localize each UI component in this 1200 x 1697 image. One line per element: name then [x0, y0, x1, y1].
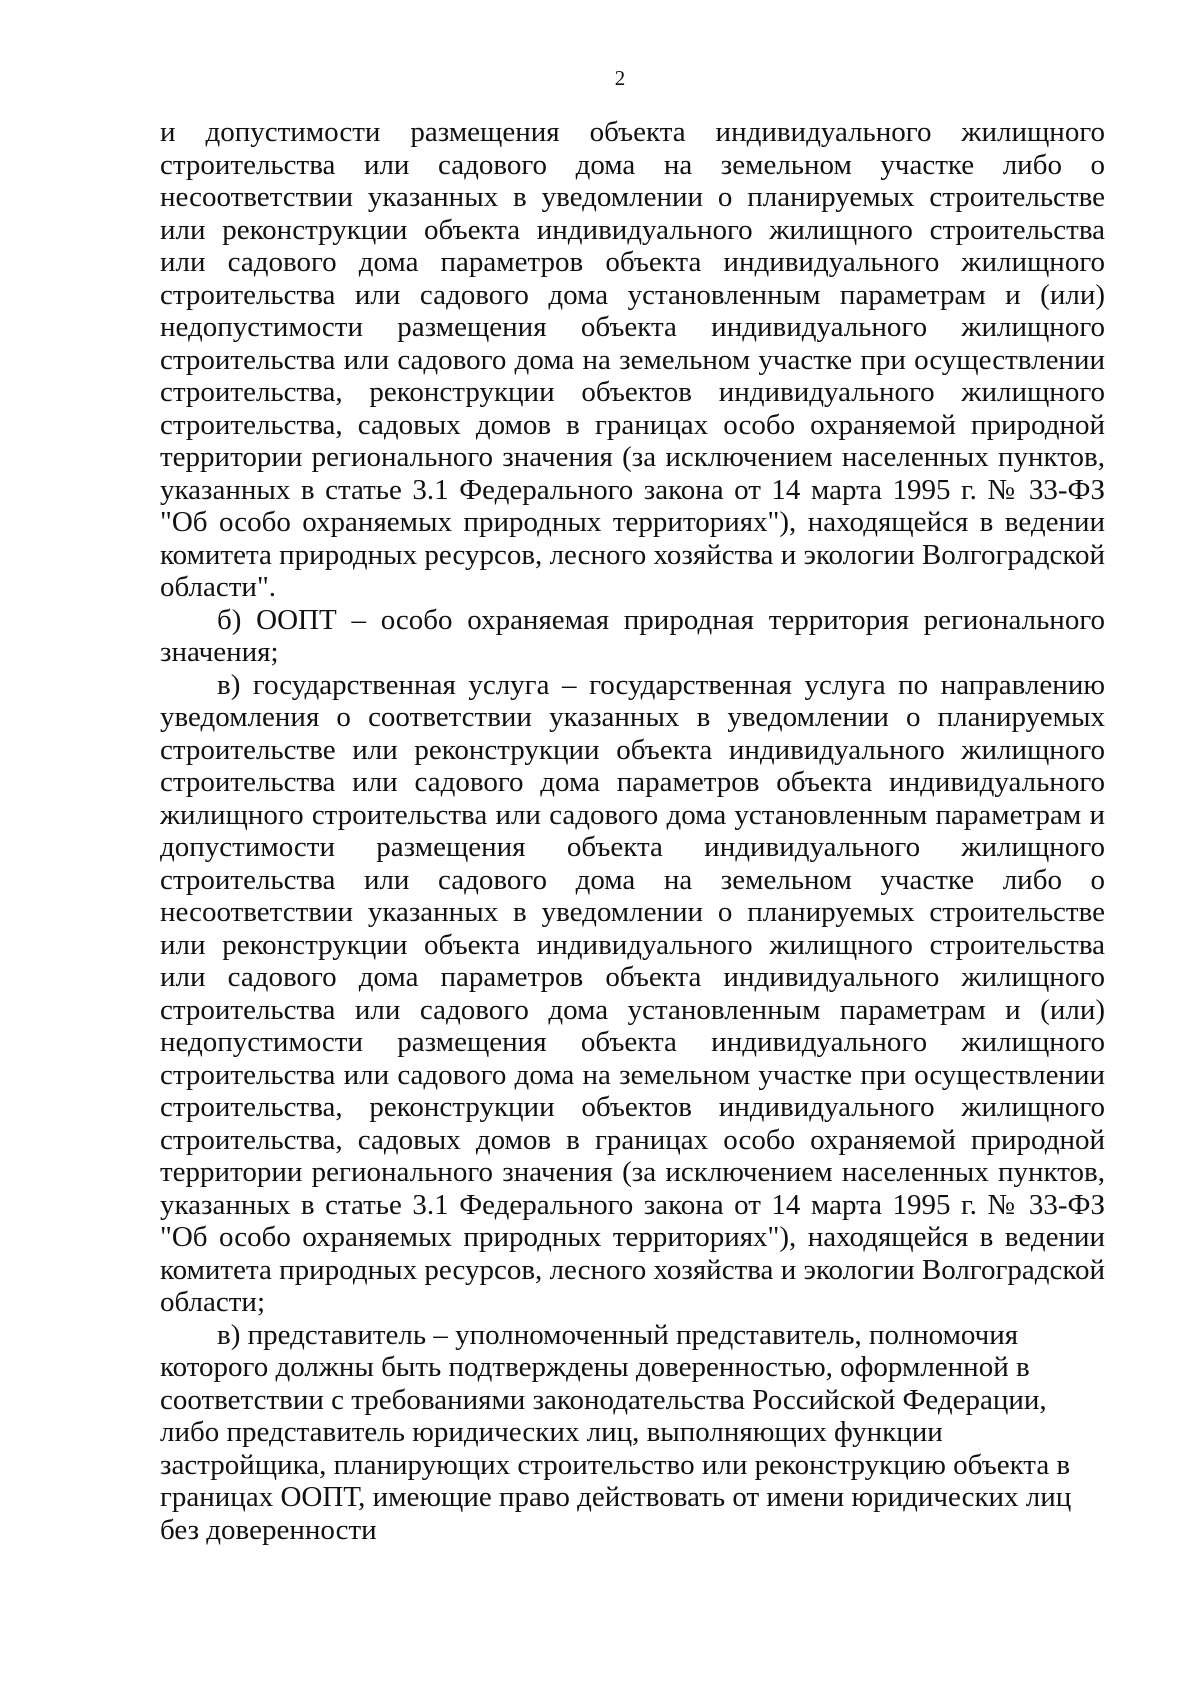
page-number: 2	[614, 66, 626, 90]
document-body	[160, 116, 1105, 1546]
paragraph-definition-state-service: в) государственная услуга – государственная услуга по направлению уведомления о соответствии указанных в уведомлении о планируемых строительстве или реконструкции объекта индивидуального жилищного строительства или садового дома параметров объекта индивидуального жилищного строительства или садового дома установленным параметрам и допустимости размещения объекта индивидуального жилищного строительства или садового дома на земельном участке либо о несоответствии указанных в уведомлении о планируемых строительстве или реконструкции объекта индивидуального жилищного строительства или садового дома параметров объекта индивидуального жилищного строительства или садового дома установленным параметрам и (или) недопустимости размещения объекта индивидуального жилищного строительства или садового дома на земельном участке при осуществлении строительства, реконструкции объектов индивидуального жилищного строительства, садовых домов в границах особо охраняемой природной территории регионального значения (за исключением населенных пунктов, указанных в статье 3.1 Федерального закона от 14 марта 1995 г. № 33-ФЗ "Об особо охраняемых природных территориях"), находящейся в ведении комитета природных ресурсов, лесного хозяйства и экологии Волгоградской области;	[160, 668, 1105, 1318]
paragraph-definition-representative: в) представитель – уполномоченный представитель, полномочия которого должны быть подтверждены доверенностью, оформленной в соответствии с требованиями законодательства Российской Федерации, либо представитель юридических лиц, выполняющих функции застройщика, планирующих строительство или реконструкцию объекта в границах ООПТ, имеющие право действовать от имени юридических лиц без доверенности	[160, 1318, 1072, 1546]
paragraph-continuation: и допустимости размещения объекта индивидуального жилищного строительства или садового дома на земельном участке либо о несоответствии указанных в уведомлении о планируемых строительстве или реконструкции объекта индивидуального жилищного строительства или садового дома параметров объекта индивидуального жилищного строительства или садового дома установленным параметрам и (или) недопустимости размещения объекта индивидуального жилищного строительства или садового дома на земельном участке при осуществлении строительства, реконструкции объектов индивидуального жилищного строительства, садовых домов в границах особо охраняемой природной территории регионального значения (за исключением населенных пунктов, указанных в статье 3.1 Федерального закона от 14 марта 1995 г. № 33-ФЗ "Об особо охраняемых природных территориях"), находящейся в ведении комитета природных ресурсов, лесного хозяйства и экологии Волгоградской области".	[160, 116, 1105, 603]
paragraph-definition-oopt: б) ООПТ – особо охраняемая природная территория регионального значения;	[160, 603, 1105, 668]
